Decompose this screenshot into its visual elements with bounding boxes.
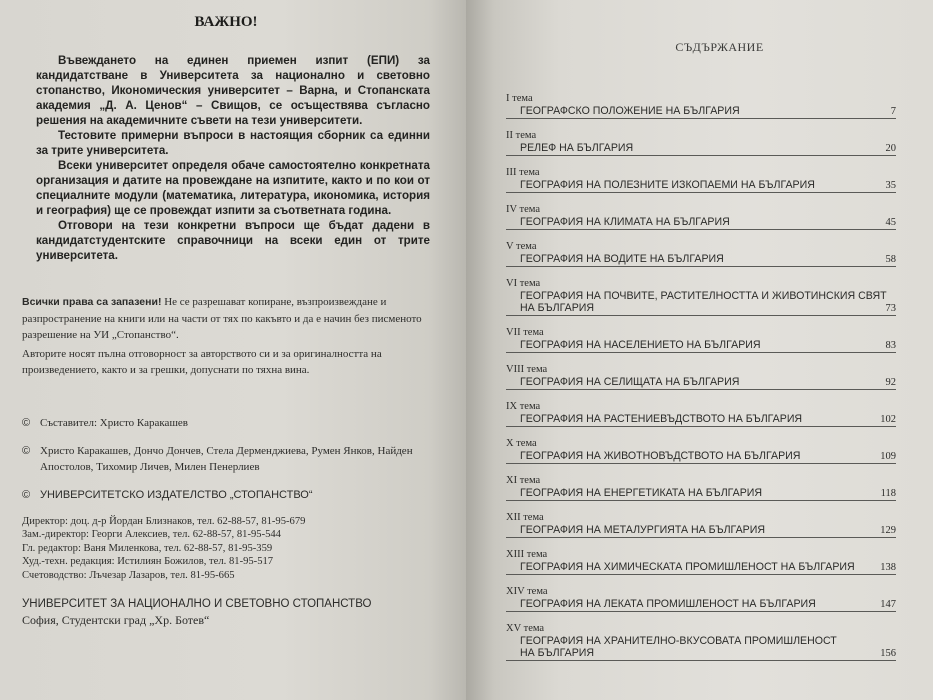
toc-line [506, 179, 896, 193]
toc-theme-number: XV тема [506, 623, 545, 634]
toc-title: ГЕОГРАФИЯ НА КЛИМАТА НА БЪЛГАРИЯ [520, 216, 730, 228]
toc-line [506, 216, 896, 230]
toc-title: ГЕОГРАФИЯ НА ХИМИЧЕСКАТА ПРОМИШЛЕНОСТ НА БЪЛГАРИЯ [520, 561, 855, 573]
important-paragraph: Въвеждането на единен приемен изпит (ЕПИ) за кандидатстване в Университета за национално и световно стопанство, Икономическия университет – Варна, и Стопанската академия „Д. А. Ценов“ – Свищов, се осъществява съгласно решения на академичните съвети на тези университети. [36, 54, 430, 127]
toc-title: ГЕОГРАФИЯ НА ПОЧВИТЕ, РАСТИТЕЛНОСТТА И ЖИВОТИНСКИЯ СВЯТ [520, 290, 887, 302]
toc-title-continued: НА БЪЛГАРИЯ [520, 302, 595, 314]
toc-line [506, 450, 896, 464]
toc-entry [506, 130, 896, 156]
toc-title: ГЕОГРАФИЯ НА ВОДИТЕ НА БЪЛГАРИЯ [520, 253, 724, 265]
toc-page-number: 156 [880, 648, 896, 659]
toc-title: ГЕОГРАФИЯ НА МЕТАЛУРГИЯТА НА БЪЛГАРИЯ [520, 524, 765, 536]
toc-title: РЕЛЕФ НА БЪЛГАРИЯ [520, 142, 634, 154]
staff-line: Зам.-директор: Георги Алексиев, тел. 62-88-57, 81-95-544 [22, 529, 281, 541]
contents-title: СЪДЪРЖАНИЕ [675, 40, 764, 54]
table-of-contents [506, 93, 933, 661]
toc-line [506, 598, 896, 612]
toc-page-number: 92 [885, 377, 896, 388]
right-page [466, 0, 933, 700]
toc-theme-number: I тема [506, 93, 533, 104]
staff-line: Худ.-техн. редакция: Истилиян Божилов, тел. 81-95-517 [22, 556, 274, 568]
toc-line [506, 413, 896, 427]
toc-entry [506, 549, 896, 575]
toc-title: ГЕОГРАФИЯ НА ЛЕКАТА ПРОМИШЛЕНОСТ НА БЪЛГАРИЯ [520, 598, 816, 610]
toc-title: ГЕОГРАФИЯ НА ХРАНИТЕЛНО-ВКУСОВАТА ПРОМИШЛЕНОСТ [520, 635, 837, 647]
staff-line: Гл. редактор: Ваня Миленкова, тел. 62-88-57, 81-95-359 [22, 542, 273, 554]
toc-page-number: 129 [880, 525, 896, 536]
toc-theme-number: II тема [506, 130, 537, 141]
toc-line [506, 487, 896, 501]
toc-entry [506, 475, 896, 501]
authors-note: Авторите носят пълна отговорност за авторството си и за оригиналността на произведението, както и за грешки, допуснати по тяхна вина. [22, 347, 382, 376]
toc-entry [506, 327, 896, 353]
toc-entry [506, 586, 896, 612]
toc-entry [506, 167, 896, 193]
toc-page-number: 109 [880, 451, 896, 462]
toc-line [506, 339, 896, 353]
staff-line: Счетоводство: Лъчезар Лазаров, тел. 81-95-665 [22, 569, 235, 581]
publisher: УНИВЕРСИТЕТСКО ИЗДАТЕЛСТВО „СТОПАНСТВО“ [40, 488, 313, 501]
copyright-icon: © [22, 488, 31, 501]
toc-title: ГЕОГРАФСКО ПОЛОЖЕНИЕ НА БЪЛГАРИЯ [520, 105, 740, 117]
university-block [22, 596, 430, 628]
toc-line [506, 561, 896, 575]
toc-entry [506, 204, 896, 230]
toc-theme-number: VIII тема [506, 364, 548, 375]
compiler: Съставител: Христо Каракашев [40, 416, 188, 429]
toc-line [506, 376, 896, 390]
toc-theme-number: V тема [506, 241, 537, 252]
toc-page-number: 45 [885, 217, 896, 228]
publisher-row [22, 487, 430, 503]
university-name: УНИВЕРСИТЕТ ЗА НАЦИОНАЛНО И СВЕТОВНО СТОПАНСТВО [22, 598, 372, 611]
toc-entry [506, 93, 896, 119]
toc-theme-number: VII тема [506, 327, 544, 338]
toc-page-number: 35 [885, 180, 896, 191]
toc-title: ГЕОГРАФИЯ НА СЕЛИЩАТА НА БЪЛГАРИЯ [520, 376, 740, 388]
toc-title: ГЕОГРАФИЯ НА НАСЕЛЕНИЕТО НА БЪЛГАРИЯ [520, 339, 761, 351]
toc-line [506, 302, 896, 316]
toc-page-number: 102 [880, 414, 896, 425]
toc-line [506, 524, 896, 538]
toc-entry [506, 623, 896, 661]
toc-theme-number: VI тема [506, 278, 541, 289]
toc-page-number: 83 [885, 340, 896, 351]
toc-entry [506, 364, 896, 390]
staff-line: Директор: доц. д-р Йордан Близнаков, тел. 62-88-57, 81-95-679 [22, 515, 306, 527]
toc-line [506, 105, 896, 119]
rights-text: Не се разрешават копиране, възпроизвеждане и разпространение на книги или на части от тях по какъвто и да е начин без писменото разрешение на УИ „Стопанство“. [22, 296, 422, 341]
toc-page-number: 58 [885, 254, 896, 265]
toc-entry [506, 512, 896, 538]
important-paragraph: Всеки университет определя обаче самостоятелно конкретната организация и датите на провеждане на изпитите, както и по кои от специалните модули (математика, литература, икономика, история и география) ще се провеждат изпити за съответната година. [36, 159, 430, 217]
toc-page-number: 73 [885, 303, 896, 314]
toc-theme-number: XIV тема [506, 586, 548, 597]
toc-title: ГЕОГРАФИЯ НА ЖИВОТНОВЪДСТВОТО НА БЪЛГАРИЯ [520, 450, 801, 462]
rights-paragraph [22, 294, 430, 344]
toc-theme-number: IV тема [506, 204, 540, 215]
copyright-icon: © [22, 444, 31, 457]
toc-theme-number: IX тема [506, 401, 541, 412]
toc-title: ГЕОГРАФИЯ НА ЕНЕРГЕТИКАТА НА БЪЛГАРИЯ [520, 487, 763, 499]
rights-notice [22, 294, 430, 379]
university-address: София, Студентски град „Хр. Ботев“ [22, 613, 210, 628]
copyright-icon: © [22, 416, 31, 429]
important-paragraph: Отговори на тези конкретни въпроси ще бъдат дадени в кандидатстудентските справочници на всеки един от трите университета. [36, 219, 430, 262]
toc-page-number: 7 [890, 106, 896, 117]
toc-title: ГЕОГРАФИЯ НА РАСТЕНИЕВЪДСТВОТО НА БЪЛГАРИЯ [520, 413, 803, 425]
rights-bold: Всички права са запазени! [22, 296, 162, 308]
important-title: ВАЖНО! [194, 14, 258, 30]
toc-title-continued: НА БЪЛГАРИЯ [520, 647, 595, 659]
toc-page-number: 138 [880, 562, 896, 573]
credits [22, 415, 430, 629]
toc-title: ГЕОГРАФИЯ НА ПОЛЕЗНИТЕ ИЗКОПАЕМИ НА БЪЛГАРИЯ [520, 179, 815, 191]
toc-theme-number: XIII тема [506, 549, 548, 560]
authors-row [22, 443, 430, 475]
authors: Христо Каракашев, Дончо Дончев, Стела Дерменджиева, Румен Янков, Найден Апостолов, Тихомир Личев, Милен Пенерлиев [40, 444, 413, 473]
toc-entry [506, 241, 896, 267]
toc-theme-number: XII тема [506, 512, 544, 523]
important-paragraph: Тестовите примерни въпроси в настоящия сборник са единни за трите университета. [36, 129, 430, 157]
toc-entry [506, 401, 896, 427]
toc-theme-number: III тема [506, 167, 540, 178]
toc-line [506, 142, 896, 156]
toc-theme-number: X тема [506, 438, 537, 449]
toc-page-number: 20 [885, 143, 896, 154]
left-page [0, 0, 466, 700]
important-notice [22, 53, 430, 263]
toc-line [506, 647, 896, 661]
toc-page-number: 147 [880, 599, 896, 610]
staff-list [22, 515, 430, 583]
compiler-row [22, 415, 430, 431]
toc-entry [506, 278, 896, 316]
toc-entry [506, 438, 896, 464]
toc-theme-number: XI тема [506, 475, 541, 486]
toc-line [506, 253, 896, 267]
toc-page-number: 118 [880, 488, 896, 499]
